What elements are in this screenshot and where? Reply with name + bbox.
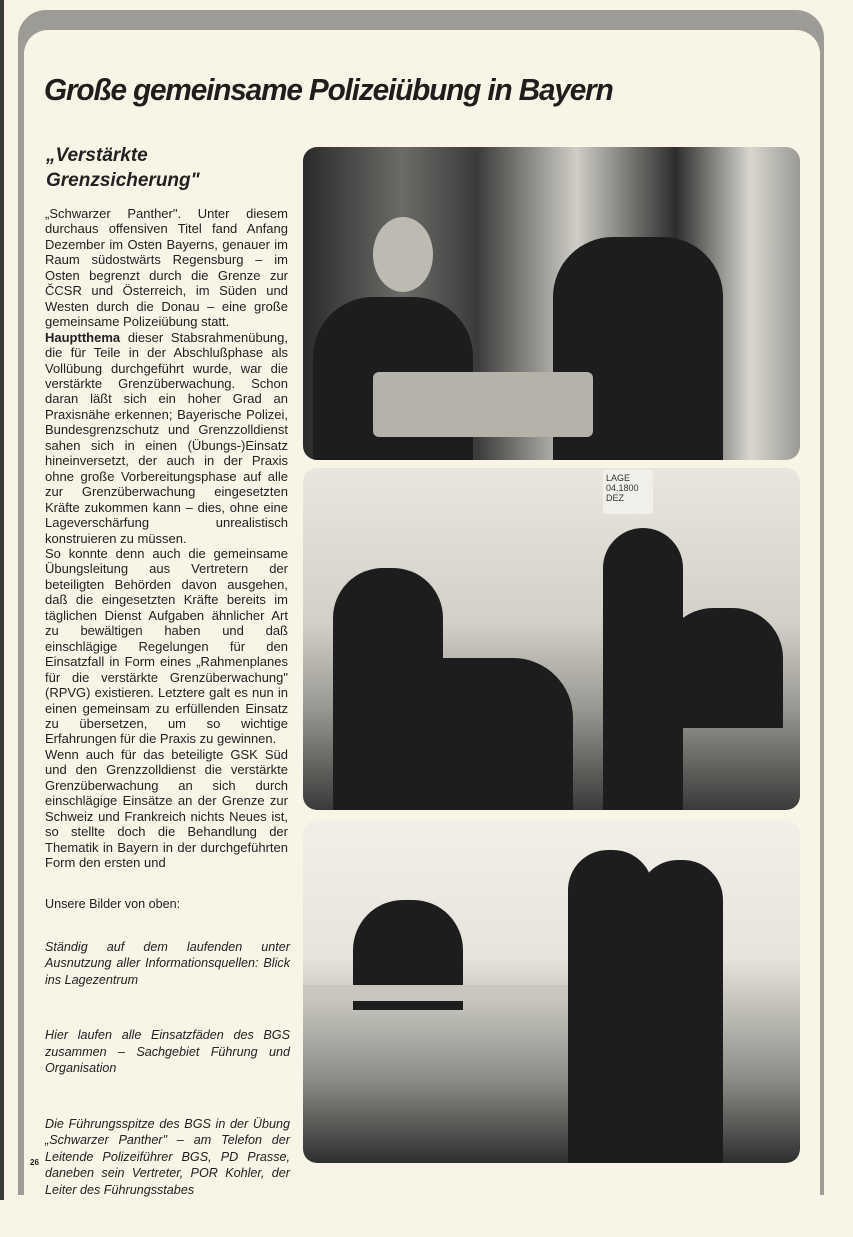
officer-figure [383,658,573,810]
sign-line-1: LAGE [606,473,631,483]
paragraph-1: „Schwarzer Panther". Unter diesem durchaus offensiven Titel fand Anfang Dezember im Osten Bayerns, genauer im Raum südostwärts Regensburg – im Osten begrenzt durch die Grenze zur ČCSR und Österreich, im Süden und Westen durch die Donau – eine große gemeinsame Polizeiübung statt. [45,206,288,330]
sign-line-2: 04.1800 DEZ [606,483,639,503]
paragraph-4: Wenn auch für das beteiligte GSK Süd und den Grenzzolldienst die verstärkte Grenzüberwachung an sich durch einschlägige Einsätze an der Grenze zur Schweiz und Frankreich nichts Neues ist, so stellte doch die Behandlung der Thematik in Bayern in der durchgeführten Form den ersten und [45,746,288,871]
article-subtitle [46,143,200,193]
caption-3: Die Führungsspitze des BGS in der Übung „Schwarzer Panther" – am Telefon der Leitende Polizeiführer BGS, PD Prasse, daneben sein Vertreter, POR Kohler, der Leiter des Führungsstabes [45,1116,290,1197]
article-title: Große gemeinsame Polizeiübung in Bayern [44,72,613,107]
officer-head [373,217,433,292]
photo-fuehrung-organisation [303,468,800,810]
article-body [45,206,288,870]
photo-captions [45,896,290,1237]
paragraph-2-text: dieser Stabsrahmenübung, die für Teile in der Abschlußphase als Vollübung durchgeführt wurde, war die verstärkte Grenzüberwachung. Schon daran läßt sich ein hoher Grad an Praxisnähe erkennen; Bayerische Polizei, Bundesgrenzschutz und Grenzzolldienst sahen sich in einen (Übungs-)Einsatz hineinversetzt, der auch in der Praxis ohne große Vorbereitungsphase auf alle zur Grenzüberwachung eingesetzten Kräfte zukommen kann – dies, ohne eine Lageverschärfung unrealistisch konstruieren zu müssen. [45,329,288,546]
page-number: 26 [30,1158,39,1167]
lage-sign [603,470,653,514]
typewriter [373,372,593,437]
paragraph-3: So konnte denn auch die gemeinsame Übungsleitung aus Vertretern der beteiligten Behörden davon ausgehen, daß die eingesetzten Kräfte bereits im täglichen Dienst Aufgaben ähnlicher Art zu bewältigen haben und daß einschlägige Regelungen für den Einsatzfall in Form eines „Rahmenplanes für die verstärkte Grenzüberwachung" (RPVG) existieren. Letztere galt es nun in einen gemeinsam zu erfüllenden Einsatz zu übersetzen, um so wichtige Erfahrungen für die Praxis zu gewinnen. [45,545,288,747]
officer-figure [638,860,723,1163]
subtitle-line-1: „Verstärkte [46,145,148,166]
paragraph-2-lead: Hauptthema [45,329,121,345]
caption-2: Hier laufen alle Einsatzfäden des BGS zusammen – Sachgebiet Führung und Organisation [45,1028,290,1075]
captions-intro: Unsere Bilder von oben: [45,897,181,911]
photo-fuehrungsspitze [303,820,800,1163]
paragraph-2 [45,330,288,546]
caption-1: Ständig auf dem laufenden unter Ausnutzung aller Informationsquellen: Blick ins Lagezentrum [45,939,290,987]
officer-figure [663,608,783,728]
desk [303,985,593,1001]
subtitle-line-2: Grenzsicherung" [46,170,200,191]
page-edge [0,0,4,1200]
photo-lagezentrum [303,147,800,460]
